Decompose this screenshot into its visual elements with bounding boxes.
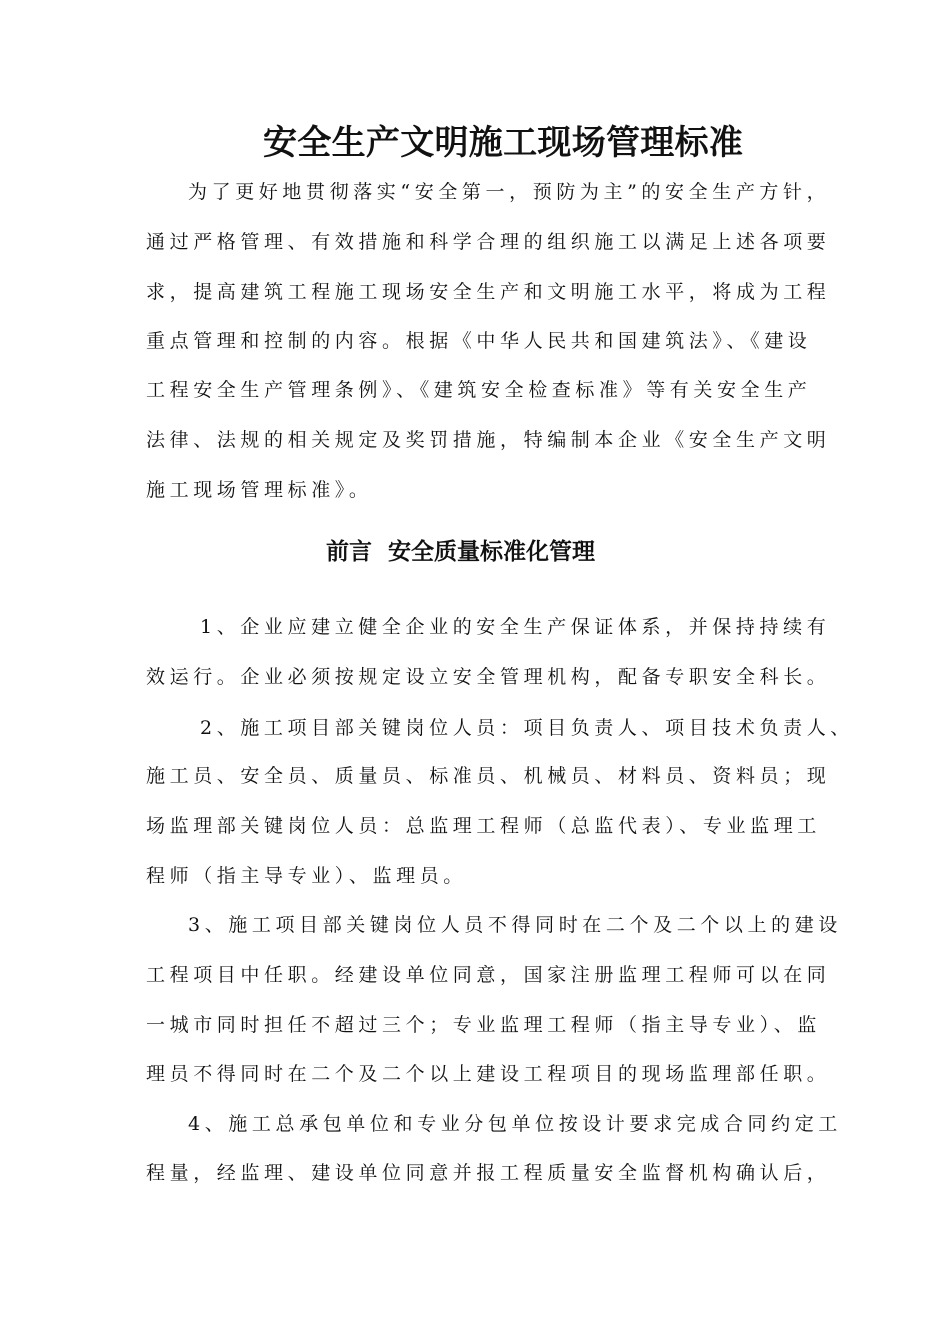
intro-line: 为了更好地贯彻落实“安全第一，预防为主”的安全生产方针， (188, 181, 831, 203)
body-line: 一城市同时担任不超过三个；专业监理工程师（指主导专业）、监 (146, 1014, 821, 1036)
intro-line: 法律、法规的相关规定及奖罚措施，特编制本企业《安全生产文明 (146, 429, 831, 451)
body-line: 1、企业应建立健全企业的安全生产保证体系，并保持持续有 (200, 616, 831, 638)
body-line: 4、施工总承包单位和专业分包单位按设计要求完成合同约定工 (188, 1113, 842, 1135)
body-line: 场监理部关键岗位人员：总监理工程师（总监代表）、专业监理工 (146, 815, 821, 837)
body-line: 效运行。企业必须按规定设立安全管理机构，配备专职安全科长。 (146, 666, 831, 688)
body-line: 工程项目中任职。经建设单位同意，国家注册监理工程师可以在同 (146, 964, 831, 986)
intro-line: 工程安全生产管理条例》、《建筑安全检查标准》等有关安全生产 (146, 379, 812, 401)
intro-line: 施工现场管理标准》。 (146, 479, 373, 501)
section-title: 前言 安全质量标准化管理 (326, 539, 596, 565)
body-line: 理员不得同时在二个及二个以上建设工程项目的现场监理部任职。 (146, 1063, 831, 1085)
body-line: 施工员、安全员、质量员、标准员、机械员、材料员、资料员；现 (146, 765, 831, 787)
body-line: 程量，经监理、建设单位同意并报工程质量安全监督机构确认后， (146, 1162, 831, 1184)
intro-line: 重点管理和控制的内容。根据《中华人民共和国建筑法》、《建设 (146, 330, 812, 352)
body-line: 2、施工项目部关键岗位人员：项目负责人、项目技术负责人、 (200, 717, 854, 739)
intro-line: 求，提高建筑工程施工现场安全生产和文明施工水平，将成为工程 (146, 281, 831, 303)
document-title: 安全生产文明施工现场管理标准 (263, 123, 744, 163)
body-line: 3、施工项目部关键岗位人员不得同时在二个及二个以上的建设 (188, 914, 842, 936)
body-line: 程师（指主导专业）、监理员。 (146, 865, 467, 887)
intro-line: 通过严格管理、有效措施和科学合理的组织施工以满足上述各项要 (146, 231, 831, 253)
